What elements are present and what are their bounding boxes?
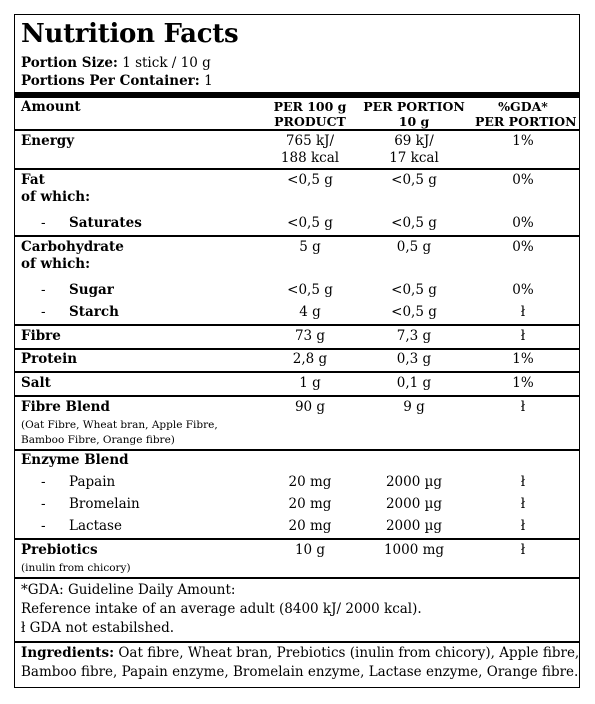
saturates-label: Saturates: [69, 215, 142, 231]
energy-gda: 1%: [512, 133, 534, 149]
saturates-portion: <0,5 g: [391, 215, 437, 231]
thick-divider: [15, 92, 579, 98]
row-divider: [15, 235, 579, 237]
saturates-gda: 0%: [512, 215, 534, 231]
fat-portion: <0,5 g: [391, 172, 437, 188]
fat-per100: <0,5 g: [287, 172, 333, 188]
saturates-per100: <0,5 g: [287, 215, 333, 231]
portion-size: [21, 55, 211, 71]
fibre-blend-per100: 90 g: [294, 399, 326, 415]
sugar-dash: -: [41, 282, 46, 298]
bromelain-label: Bromelain: [69, 496, 140, 512]
portions-label: Portions Per Container:: [21, 73, 200, 89]
footnote-gda: *GDA: Guideline Daily Amount:: [21, 582, 236, 598]
starch-per100: 4 g: [299, 304, 321, 320]
fat-label-line1: Fat: [21, 172, 45, 188]
carb-portion: 0,5 g: [396, 239, 432, 255]
row-divider: [15, 348, 579, 350]
papain-label: Papain: [69, 474, 116, 490]
row-divider: [15, 324, 579, 326]
lactase-gda: ł: [520, 518, 526, 534]
header-amount: Amount: [21, 99, 81, 115]
header-perportion-line2: 10 g: [398, 114, 430, 129]
carb-per100: 5 g: [299, 239, 321, 255]
salt-gda: 1%: [512, 375, 534, 391]
salt-per100: 1 g: [299, 375, 321, 391]
papain-portion: 2000 µg: [385, 474, 443, 490]
fibre-per100: 73 g: [294, 328, 326, 344]
header-perportion: [355, 99, 473, 129]
lactase-per100: 20 mg: [288, 518, 332, 534]
sugar-per100: <0,5 g: [287, 282, 333, 298]
papain-per100: 20 mg: [288, 474, 332, 490]
portions-value: 1: [204, 73, 213, 89]
papain-gda: ł: [520, 474, 526, 490]
energy-portion: [355, 133, 473, 167]
row-divider: [15, 395, 579, 397]
salt-label: Salt: [21, 375, 51, 391]
ingredients-line1: [21, 644, 579, 663]
row-divider: [15, 577, 579, 579]
protein-per100: 2,8 g: [292, 351, 328, 367]
bromelain-portion: 2000 µg: [385, 496, 443, 512]
fibre-blend-portion: 9 g: [403, 399, 425, 415]
protein-label: Protein: [21, 351, 78, 367]
energy-per100-kcal: 188 kcal: [280, 150, 340, 166]
prebiotics-per100: 10 g: [294, 542, 326, 558]
row-divider: [15, 538, 579, 540]
lactase-label: Lactase: [69, 518, 122, 534]
header-gda-line2: PER PORTION: [475, 114, 577, 129]
protein-gda: 1%: [512, 351, 534, 367]
protein-portion: 0,3 g: [396, 351, 432, 367]
row-divider: [15, 168, 579, 170]
fibre-blend-sub2: Bamboo Fibre, Orange fibre): [21, 434, 175, 446]
fibre-blend-sub1: (Oat Fibre, Wheat bran, Apple Fibre,: [21, 419, 218, 431]
header-per100: [255, 99, 365, 129]
prebiotics-label: Prebiotics: [21, 542, 98, 558]
starch-label: Starch: [69, 304, 119, 320]
panel-title: Nutrition Facts: [21, 19, 239, 49]
sugar-label: Sugar: [69, 282, 114, 298]
fibre-blend-label: Fibre Blend: [21, 399, 110, 415]
header-divider: [15, 129, 579, 131]
footnote-not-established: ł GDA not estabilshed.: [21, 620, 175, 636]
energy-label: Energy: [21, 133, 75, 149]
row-divider: [15, 371, 579, 373]
header-gda: [475, 99, 577, 129]
bromelain-per100: 20 mg: [288, 496, 332, 512]
carb-label-line1: Carbohydrate: [21, 239, 124, 255]
lactase-portion: 2000 µg: [385, 518, 443, 534]
header-perportion-line1: PER PORTION: [363, 99, 465, 114]
portion-size-label: Portion Size:: [21, 55, 118, 71]
carb-label: [21, 239, 124, 273]
lactase-dash: -: [41, 518, 46, 534]
fibre-gda: ł: [520, 328, 526, 344]
energy-portion-kj: 69 kJ/: [394, 133, 434, 149]
fibre-blend-gda: ł: [520, 399, 526, 415]
fat-gda: 0%: [512, 172, 534, 188]
row-divider: [15, 449, 579, 451]
fat-label-line2: of which:: [21, 189, 91, 205]
nutrition-facts-panel: [14, 14, 580, 688]
ingredients-label: Ingredients:: [21, 645, 115, 661]
portions-per-container: [21, 73, 213, 89]
prebiotics-portion: 1000 mg: [383, 542, 445, 558]
footnote-reference: Reference intake of an average adult (8400 kJ/ 2000 kcal).: [21, 601, 422, 617]
starch-dash: -: [41, 304, 46, 320]
energy-per100: [255, 133, 365, 167]
prebiotics-sub: (inulin from chicory): [21, 562, 131, 574]
ingredients-line2: Bamboo fibre, Papain enzyme, Bromelain enzyme, Lactase enzyme, Orange fibre.: [21, 664, 579, 680]
carb-gda: 0%: [512, 239, 534, 255]
row-divider: [15, 641, 579, 643]
papain-dash: -: [41, 474, 46, 490]
bromelain-gda: ł: [520, 496, 526, 512]
bromelain-dash: -: [41, 496, 46, 512]
salt-portion: 0,1 g: [396, 375, 432, 391]
fat-label: [21, 172, 90, 206]
header-per100-line2: PRODUCT: [274, 114, 346, 129]
fibre-label: Fibre: [21, 328, 61, 344]
starch-gda: ł: [520, 304, 526, 320]
saturates-dash: -: [41, 215, 46, 231]
energy-portion-kcal: 17 kcal: [389, 150, 439, 166]
portion-size-value: 1 stick / 10 g: [122, 55, 211, 71]
fibre-portion: 7,3 g: [396, 328, 432, 344]
energy-per100-kj: 765 kJ/: [285, 133, 335, 149]
sugar-portion: <0,5 g: [391, 282, 437, 298]
prebiotics-gda: ł: [520, 542, 526, 558]
sugar-gda: 0%: [512, 282, 534, 298]
carb-label-line2: of which:: [21, 256, 91, 272]
header-gda-line1: %GDA*: [498, 99, 548, 114]
ingredients-text1: Oat fibre, Wheat bran, Prebiotics (inulin from chicory), Apple fibre,: [114, 645, 580, 661]
header-per100-line1: PER 100 g: [273, 99, 347, 114]
enzyme-blend-label: Enzyme Blend: [21, 452, 129, 468]
starch-portion: <0,5 g: [391, 304, 437, 320]
